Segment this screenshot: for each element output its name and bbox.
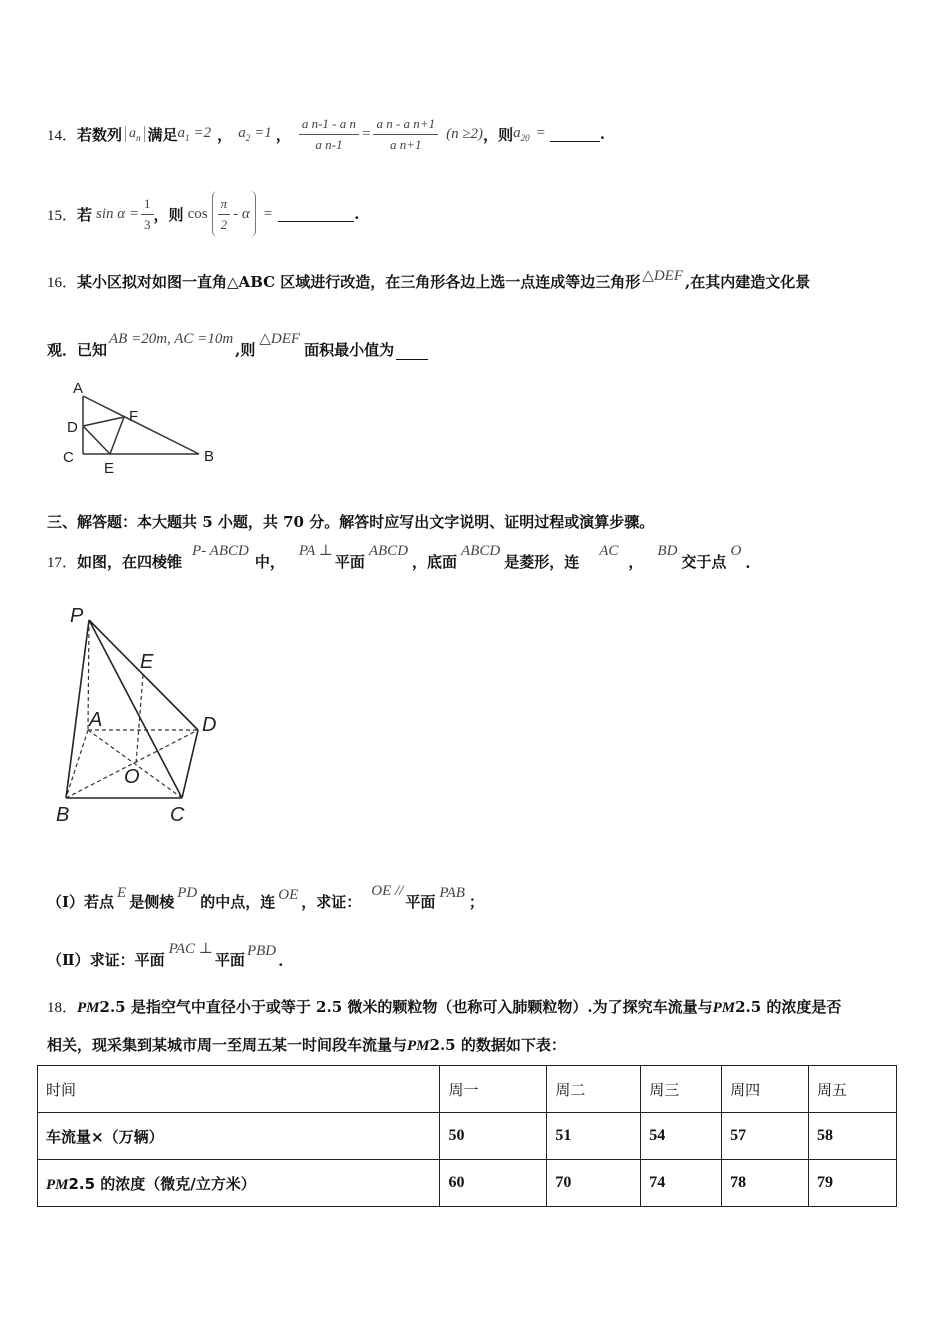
q15-answer-blank [278,207,354,222]
question-18-line-1: 18．PM2.5 是指空气中直径小于或等于 2.5 微米的颗粒物（也称可入肺颗粒物）.为了探究车流量与PM2.5 的浓度是否 [47,998,842,1016]
q16-lengths: AB =20m, AC =10m [109,331,234,347]
q17-part-1: （Ⅰ）若点 E 是侧棱 PD 的中点，连 OE ，求证： OE // 平面 PAB ； [47,883,484,911]
table-cell: 79 [809,1160,897,1207]
q17-part-2: （Ⅱ）求证：平面 PAC ⊥ 平面 PBD . [47,941,284,970]
row-label: 车流量×（万辆） [38,1113,440,1160]
label-o: O [124,766,140,788]
q16-def: △DEF [642,267,684,284]
question-16-line-1 [47,268,810,294]
q14-text-2: 满足 [147,125,178,144]
q17-point-e: E [117,885,127,901]
q15-sin: sin α = [96,205,140,222]
q16-text-4: ,则 [235,341,256,359]
q15-text-2: ，则 [153,205,184,224]
question-17: 17． 如图，在四棱锥 P- ABCD 中， PA ⊥ 平面 ABCD ，底面 ABCD 是菱形，连 AC ， BD 交于点 O . [47,543,751,572]
q14-number: 14． [47,127,78,144]
q17-pyramid: P- ABCD [192,543,249,559]
q17-pbd: PBD [246,943,277,959]
q14-a1: $a_1 =2$ [177,125,212,143]
q16-def-2: △DEF [259,331,301,347]
label-e: E [104,460,115,477]
header-cell: 时间 [38,1066,440,1113]
label-a: A [89,709,103,731]
q16-text-5: 面积最小值为 [304,341,395,359]
question-18-line-2: 相关，现采集到某城市周一至周五某一时间段车流量与PM2.5 的数据如下表： [47,1036,566,1054]
q17-ac: AC [599,543,619,559]
q15-cos: cos [187,205,208,222]
q15-fraction: $\frac{1}{3}$ [141,196,154,233]
header-cell: 周五 [809,1066,897,1113]
label-c: C [63,449,74,466]
q16-text-2: ,在其内建造文化景 [685,272,811,291]
q17-number: 17． [47,555,78,571]
q16-number: 16． [47,274,78,291]
label-b: B [204,448,215,465]
q14-text-3: ，则 [483,125,514,144]
q16-text-1: 某小区拟对如图一直角△ABC 区域进行改造，在三角形各边上选一点连成等边三角形 [77,272,641,291]
q14-a2: $a_2 =1$ [238,125,272,143]
header-cell: 周二 [547,1066,641,1113]
table-header-row [38,1066,897,1113]
q17-pa-perp: PA ⊥ [298,543,333,559]
table-cell: 74 [641,1160,722,1207]
table-cell: 58 [809,1113,897,1160]
q14-a20: $a_{20}$ = [513,125,546,143]
table-cell: 50 [440,1113,547,1160]
q14-equals: = [362,125,371,142]
label-d: D [67,419,78,436]
table-cell: 54 [641,1113,722,1160]
q17-bd: BD [657,543,678,559]
q14-text-1: 若数列 [77,125,123,144]
q17-pab: PAB [439,885,465,901]
q14-condition: (n ≥2) [446,125,484,142]
header-cell: 周四 [722,1066,809,1113]
q17-base-abcd: ABCD [461,543,501,559]
label-b: B [56,804,70,826]
question-16-line-2 [47,316,428,360]
q17-pyramid-figure [48,600,238,834]
q14-answer-blank [550,127,600,142]
pm25-data-table [37,1065,897,1207]
table-cell: 51 [547,1113,641,1160]
q15-text-1: 若 [77,205,93,224]
question-15: 15． 若 sin α = $\frac{1}{3}$ ，则 cos $\frac{\pi}{2}$ - α = . [47,186,359,242]
q16-text-3: 观．已知 [47,341,108,359]
q17-o: O [730,543,742,559]
row-label: PM2.5 的浓度（微克/立方米） [38,1160,440,1207]
q17-plane-abcd: ABCD [368,543,409,559]
q15-number: 15． [47,207,78,224]
q17-pac-perp: PAC ⊥ [168,941,213,957]
q16-triangle-figure [56,372,226,480]
label-f: F [129,408,139,425]
q15-paren-group: $\frac{\pi}{2}$ - α [212,191,256,237]
q17-oe: OE [278,887,299,903]
header-cell: 周一 [440,1066,547,1113]
question-14: 14． 若数列 $a_n$ 满足 $a_1 =2$ ， $a_2 =1$ ， $\frac{\text{a n-1 - a n}}{\text{a n-1}}$ = $\frac{\text{a n - a n+1}}{\text{a n+1}}$ (n ≥2) ，则 $a_{20}$ = . [47,115,605,152]
label-p: P [70,605,84,627]
q16-answer-blank [396,345,428,360]
table-cell: 57 [722,1113,809,1160]
q17-pd: PD [177,885,198,901]
section-3-heading: 三、解答题：本大题共 5 小题，共 70 分。解答时应写出文字说明、证明过程或演算步骤。 [47,513,655,531]
q14-fraction-2: $\frac{\text{a n - a n+1}}{\text{a n+1}}$ [373,116,438,153]
table-row-pm25 [38,1160,897,1207]
table-cell: 60 [440,1160,547,1207]
table-cell: 78 [722,1160,809,1207]
header-cell: 周三 [641,1066,722,1113]
label-d: D [202,714,217,736]
table-row-traffic [38,1113,897,1160]
q15-equals: = [263,205,273,222]
label-a: A [73,380,84,397]
q18-number: 18． [47,1000,78,1016]
label-e: E [140,651,154,673]
label-c: C [170,804,185,826]
q14-fraction-1: $\frac{\text{a n-1 - a n}}{\text{a n-1}}$ [299,116,359,153]
q14-seq: $a_n$ [125,126,145,143]
q17-oe-parallel: OE // [371,883,404,899]
table-cell: 70 [547,1160,641,1207]
